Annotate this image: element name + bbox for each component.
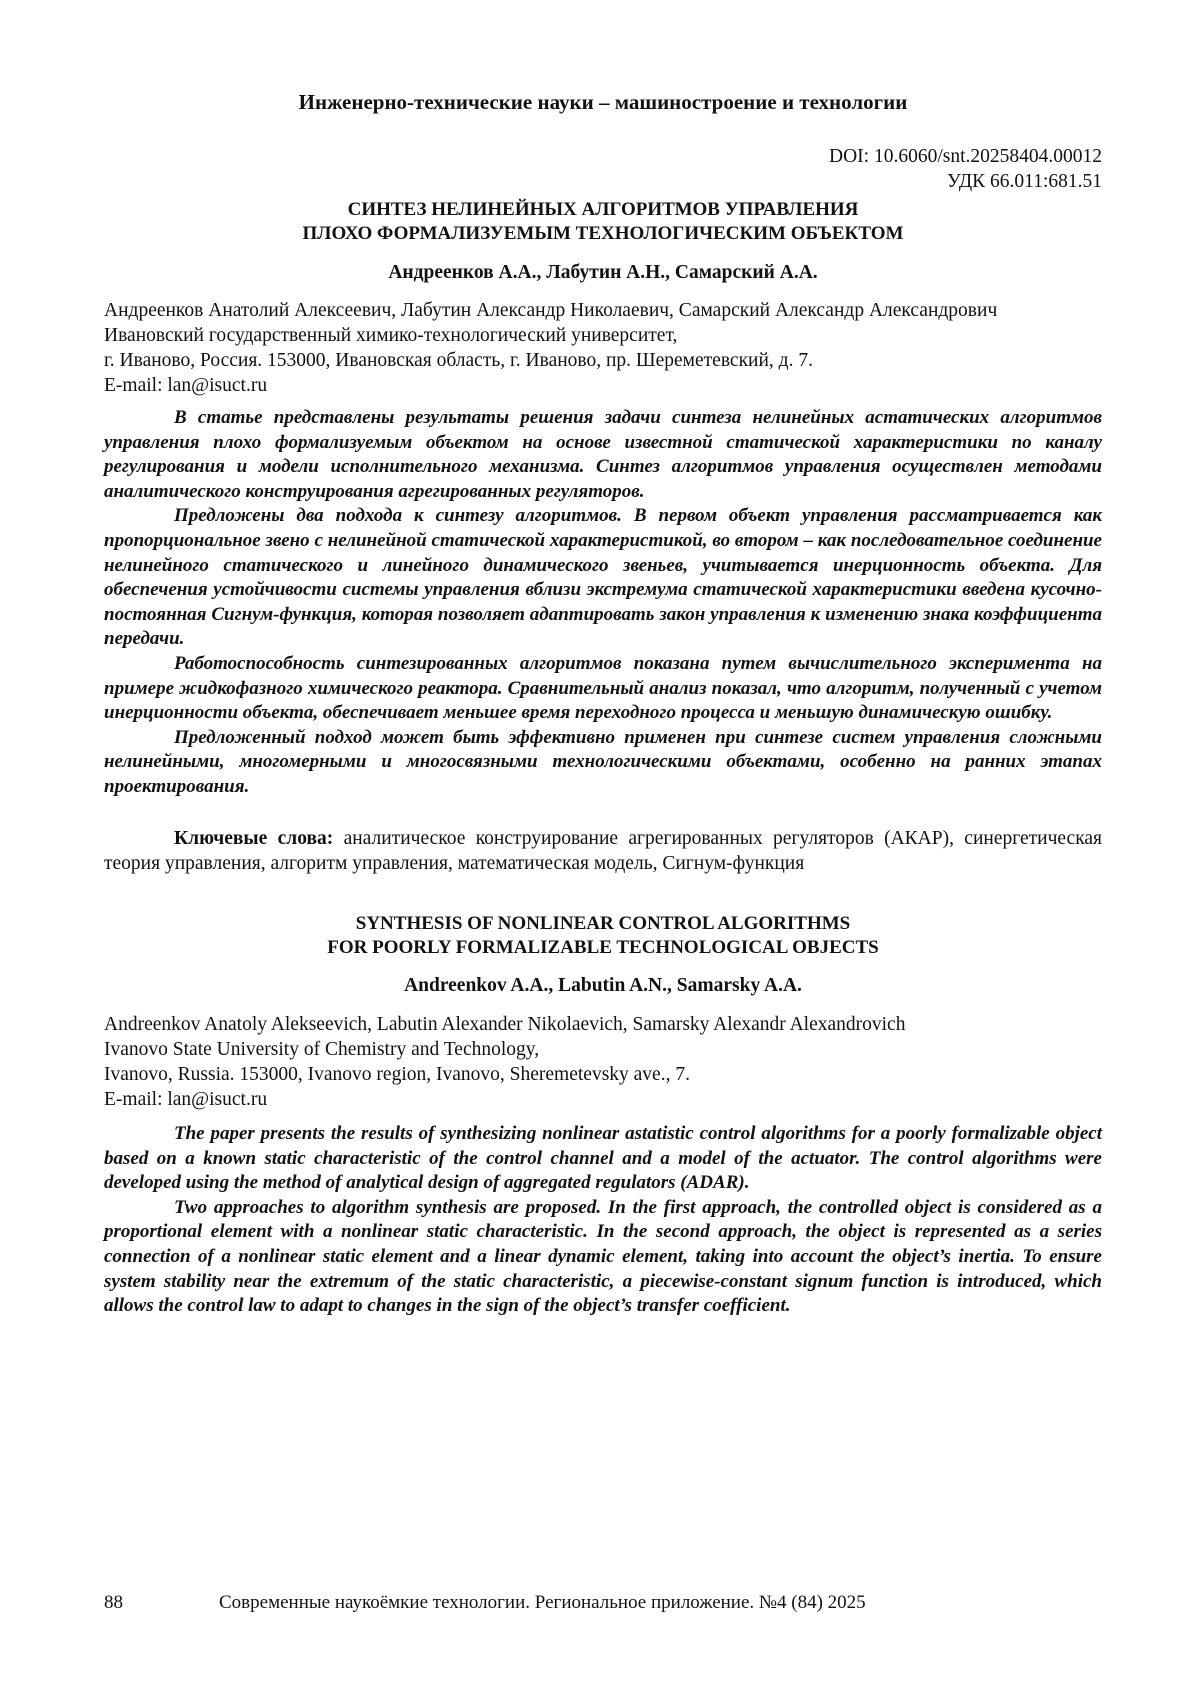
ru-title [104,198,1102,246]
keywords-text: аналитическое конструирование агрегированных регуляторов (АКАР), синергетическая теория управления, алгоритм управления, математическая модель, Сигнум-функция [104,828,1102,874]
en-abstract-paragraph: The paper presents the results of synthesizing nonlinear astatistic control algorithms for a poorly formalizable object based on a known static characteristic of the control channel and a model of the actuator. The control algorithms were developed using the method of analytical design of aggregated regulators (ADAR). [104,1123,1102,1194]
page [104,0,1102,1697]
en-affiliation-university: Ivanovo State University of Chemistry and Technology, [104,1039,540,1060]
ru-title-line-1: СИНТЕЗ НЕЛИНЕЙНЫХ АЛГОРИТМОВ УПРАВЛЕНИЯ [347,199,859,220]
ru-abstract-paragraph: Работоспособность синтезированных алгоритмов показана путем вычислительного эксперимента на примере жидкофазного химического реактора. Сравнительный анализ показал, что алгоритм, полученный с учетом инерционности объекта, обеспечивает меньшее время переходного процесса и меньшую динамическую ошибку. [104,652,1102,724]
page-number: 88 [104,1592,123,1613]
en-affiliation [104,1012,1102,1112]
en-title-line-2: FOR POORLY FORMALIZABLE TECHNOLOGICAL OBJECTS [327,937,879,958]
en-abstract [104,1122,1102,1319]
ru-affiliation-address: г. Иваново, Россия. 153000, Ивановская область, г. Иваново, пр. Шереметевский, д. 7. [104,350,813,371]
ru-affiliation [104,298,1102,398]
ru-affiliation-names: Андреенков Анатолий Алексеевич, Лабутин Александр Николаевич, Самарский Александр Александрович [104,300,998,321]
en-authors: Andreenkov A.A., Labutin A.N., Samarsky A.A. [404,975,802,996]
journal-name: Современные наукоёмкие технологии. Региональное приложение. №4 (84) 2025 [219,1592,866,1613]
doi: DOI: 10.6060/snt.20258404.00012 [829,146,1102,167]
ru-abstract-paragraph: Предложены два подхода к синтезу алгоритмов. В первом объект управления рассматривается как пропорциональное звено с нелинейной статической характеристикой, во втором – как последовательное соединение нелинейного статического и линейного динамического звеньев, учитывается инерционность объекта. Для обеспечения устойчивости системы управления вблизи экстремума статической характеристики введена кусочно-постоянная Сигнум-функция, которая позволяет адаптировать закон управления к изменению знака коэффициента передачи. [104,505,1102,650]
ru-abstract [104,406,1102,800]
en-affiliation-email: E-mail: lan@isuct.ru [104,1089,268,1110]
en-affiliation-names: Andreenkov Anatoly Alekseevich, Labutin Alexander Nikolaevich, Samarsky Alexandr Alexandrovich [104,1014,906,1035]
ru-affiliation-university: Ивановский государственный химико-технологический университет, [104,325,678,346]
keywords-label: Ключевые слова: [174,828,334,849]
en-affiliation-address: Ivanovo, Russia. 153000, Ivanovo region, Ivanovo, Sheremetevsky ave., 7. [104,1064,690,1085]
ru-abstract-paragraph: В статье представлены результаты решения задачи синтеза нелинейных астатических алгоритмов управления плохо формализуемым объектом на основе известной статической характеристики по каналу регулирования и модели исполнительного механизма. Синтез алгоритмов управления осуществлен методами аналитического конструирования агрегированных регуляторов. [104,407,1102,502]
en-abstract-paragraph: Two approaches to algorithm synthesis are proposed. In the first approach, the controlled object is considered as a proportional element with a nonlinear static characteristic. In the second approach, the object is represented as a series connection of a nonlinear static element and a linear dynamic element, taking into account the object’s inertia. To ensure system stability near the extremum of the static characteristic, a piecewise-constant signum function is introduced, which allows the control law to adapt to changes in the sign of the object’s transfer coefficient. [104,1196,1102,1317]
ru-abstract-paragraph: Предложенный подход может быть эффективно применен при синтезе систем управления сложными нелинейными, многомерными и многосвязными технологическими объектами, особенно на ранних этапах проектирования. [104,726,1102,797]
en-title [104,912,1102,960]
ru-affiliation-email: E-mail: lan@isuct.ru [104,375,268,396]
ru-title-line-2: ПЛОХО ФОРМАЛИЗУЕМЫМ ТЕХНОЛОГИЧЕСКИМ ОБЪЕКТОМ [302,223,904,244]
udk: УДК 66.011:681.51 [947,171,1102,192]
identifiers [829,144,1102,194]
en-title-line-1: SYNTHESIS OF NONLINEAR CONTROL ALGORITHMS [355,913,851,934]
ru-authors: Андреенков А.А., Лабутин А.Н., Самарский А.А. [388,262,818,283]
section-header: Инженерно-технические науки – машиностроение и технологии [298,90,908,114]
ru-keywords [104,826,1102,876]
